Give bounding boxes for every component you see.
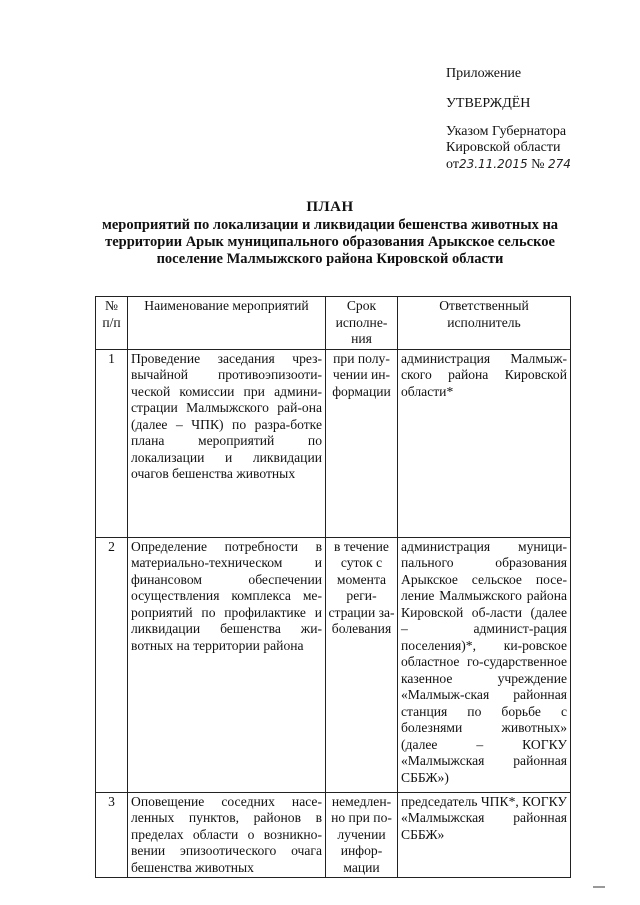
header-term: Срок исполне-ния [326, 297, 398, 350]
row-num: 1 [96, 349, 128, 537]
handwritten-number: 274 [548, 157, 571, 171]
table-row [96, 792, 571, 878]
appendix-label: Приложение [446, 66, 522, 81]
row-responsible: председатель ЧПК*, КОГКУ «Малмыжская районная СББЖ» [398, 792, 571, 878]
handwritten-date: 23.11.2015 [458, 157, 528, 171]
date-prefix: от [446, 157, 459, 172]
decree-line-1: Указом Губернатора [446, 124, 567, 139]
title-line-2: территории Арык муниципального образования Арыкское сельское [105, 234, 555, 250]
table-row [96, 349, 571, 537]
header-name: Наименование мероприятий [128, 297, 326, 350]
decree-line-2: Кировской области [446, 140, 561, 155]
table-header-row [96, 297, 571, 350]
row-responsible: администрация муници-пального образования Арыкское сельское посе-ление Малмыжского района Кировской об-ласти (далее – админист-рация поселения)*, ки-ровское областное го-сударственное казенное учреждение «Малмыж-ская районная станция по борьбе с болезнями животных» (далее – КОГКУ «Малмыжская районная СББЖ») [398, 537, 571, 792]
document-title [100, 199, 560, 268]
row-term: при полу-чении ин-формации [326, 349, 398, 537]
number-prefix: № [531, 157, 545, 172]
row-num: 3 [96, 792, 128, 878]
row-measure: Определение потребности в материально-техническом и финансовом обеспечении осуществления комплекса ме-роприятий по профилактике и ликвидации бешенства жи-вотных на территории района [128, 537, 326, 792]
approved-label: УТВЕРЖДЁН [446, 96, 531, 111]
row-term: немедлен-но при по-лучении инфор-мации [326, 792, 398, 878]
title-line-1: мероприятий по локализации и ликвидации бешенства животных на [101, 217, 559, 233]
header-num: № п/п [96, 297, 128, 350]
row-num: 2 [96, 537, 128, 792]
date-number-line [446, 156, 571, 173]
table-row [96, 537, 571, 792]
title-heading: ПЛАН [306, 199, 354, 215]
measures-table [95, 296, 571, 878]
header-responsible: Ответственный исполнитель [398, 297, 571, 350]
approval-block [446, 66, 571, 173]
title-line-3: поселение Малмыжского района Кировской области [156, 251, 504, 267]
row-responsible: администрация Малмыж-ского района Кировской области* [398, 349, 571, 537]
row-term: в течение суток с момента реги-страции за-болевания [326, 537, 398, 792]
scan-mark [593, 886, 605, 888]
row-measure: Оповещение соседних насе-ленных пунктов, районов в пределах области о возникно-вении эпизоотического очага бешенства животных [128, 792, 326, 878]
row-measure: Проведение заседания чрез-вычайной противоэпизооти-ческой комиссии при админи-страции Малмыжского рай-она (далее – ЧПК) по разра-ботке плана мероприятий по локализации и ликвидации очагов бешенства животных [128, 349, 326, 537]
